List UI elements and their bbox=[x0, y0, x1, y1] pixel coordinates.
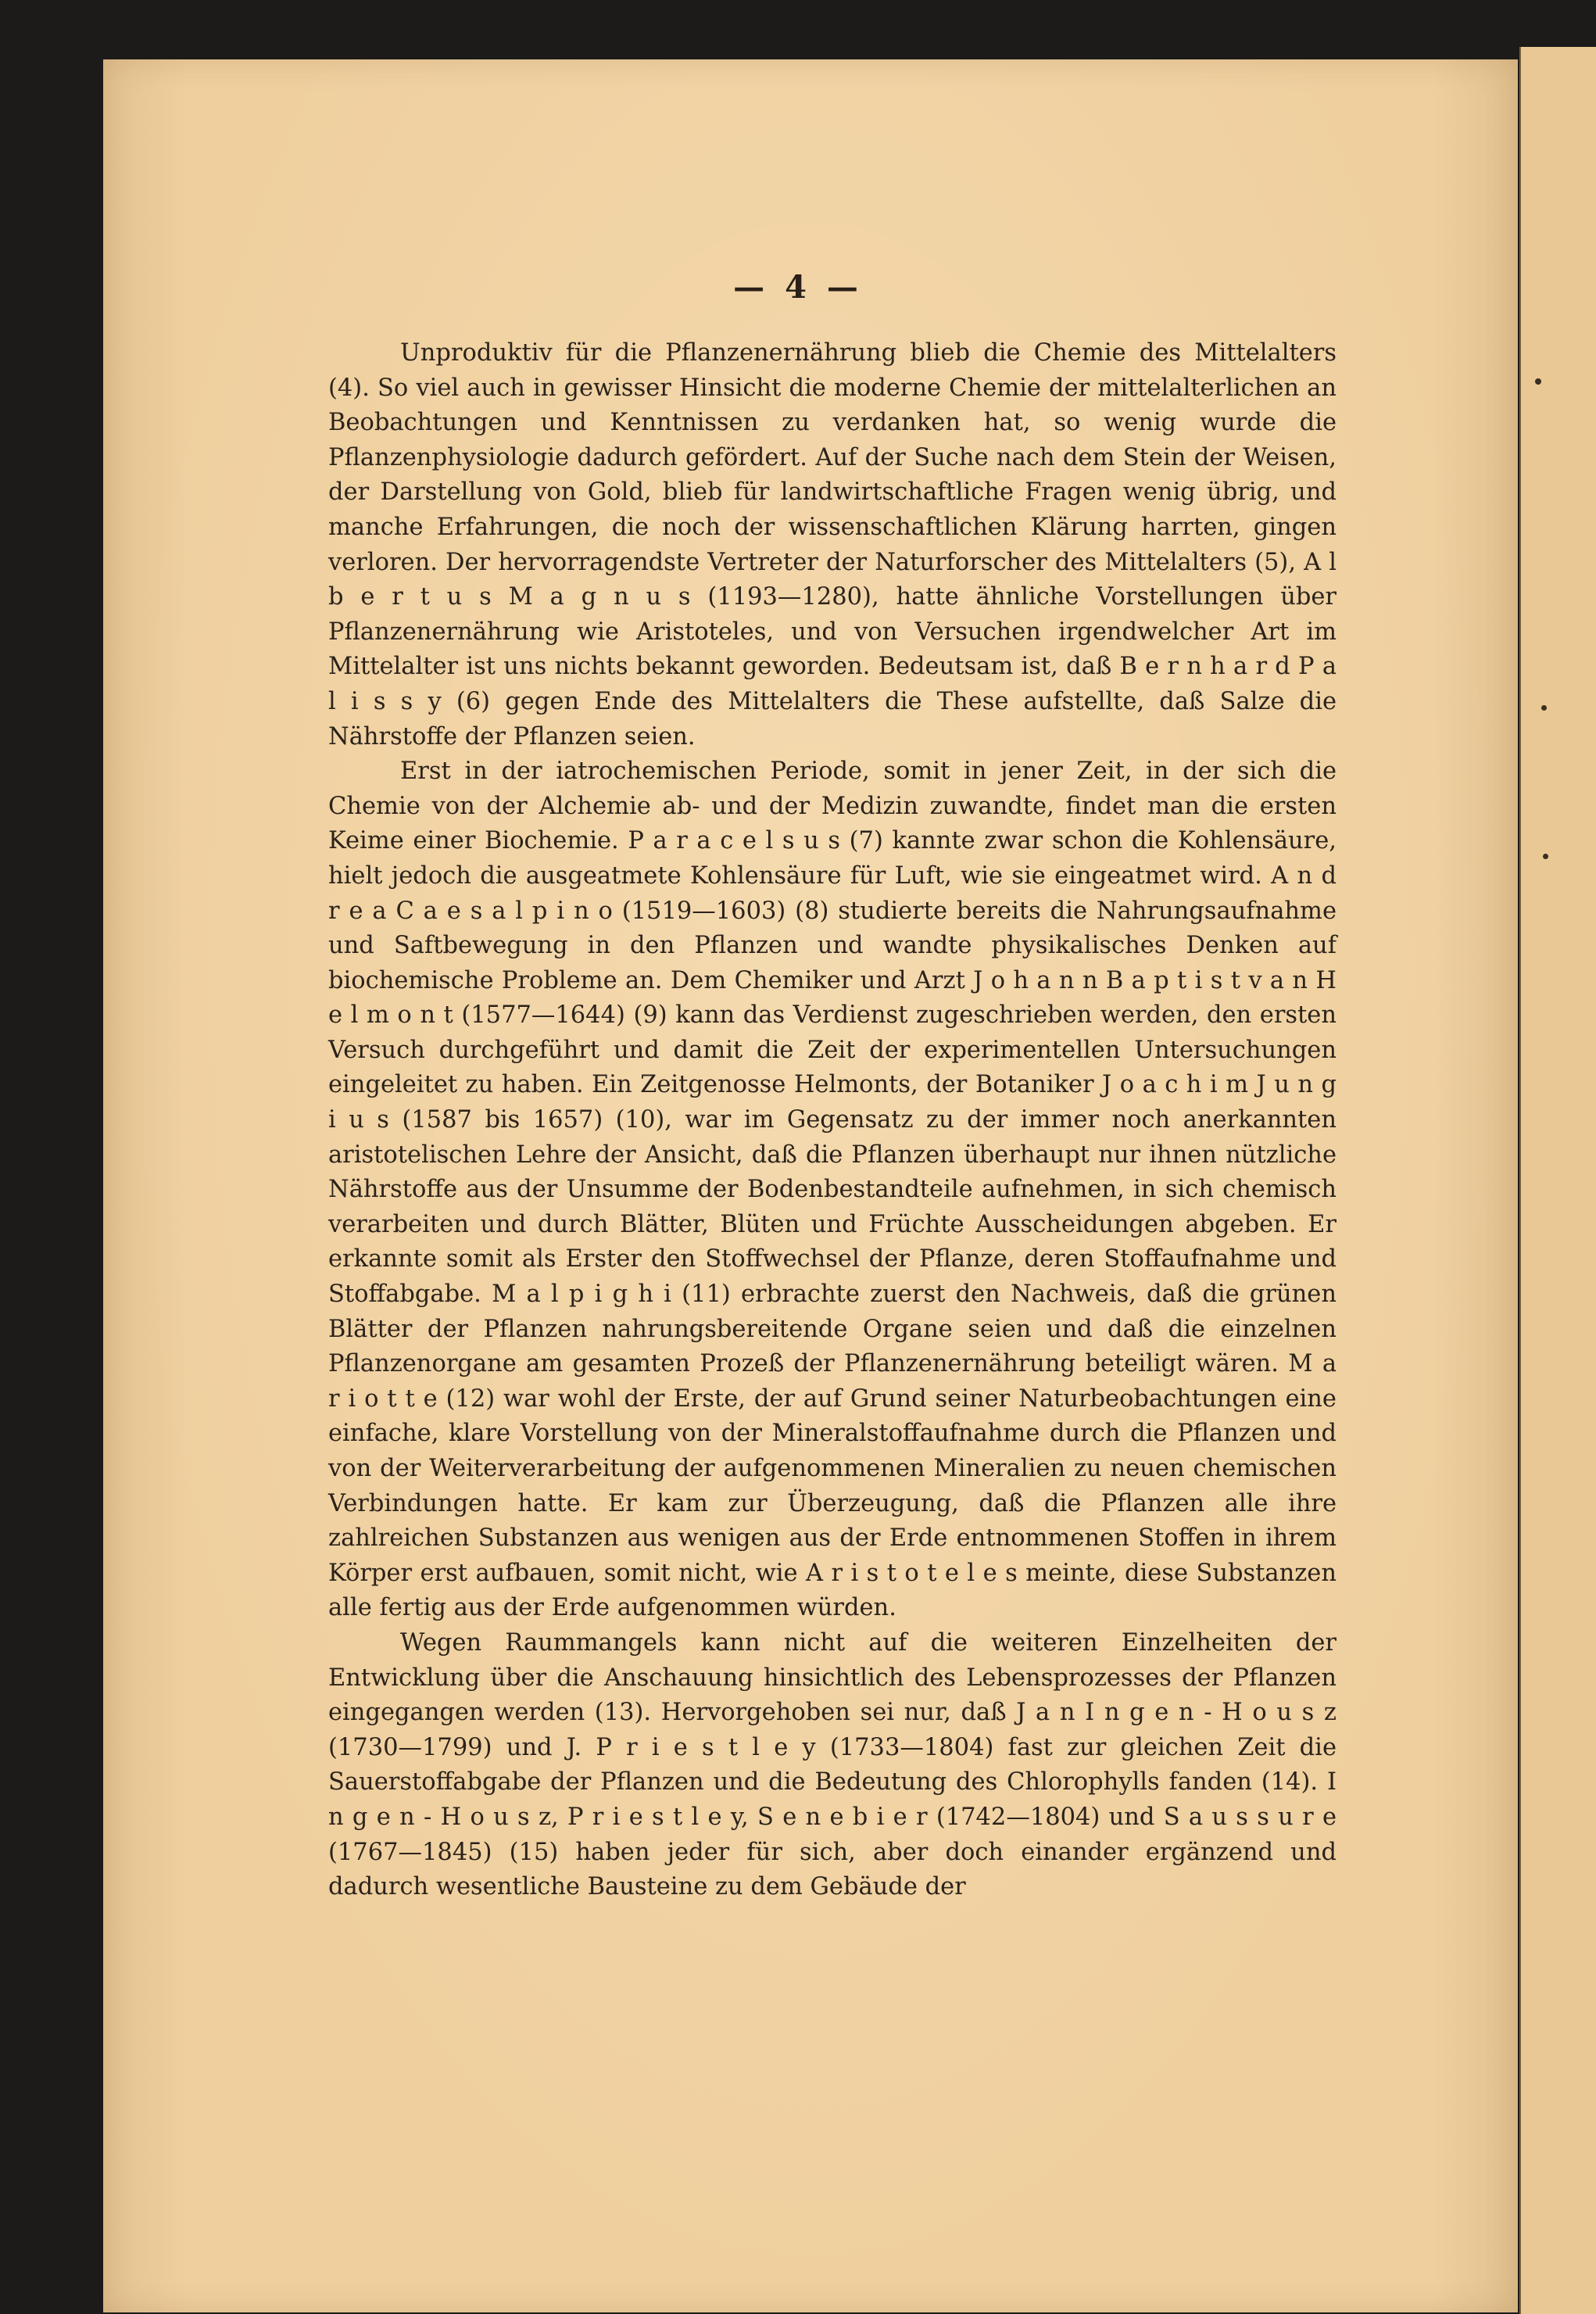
page-number: — 4 — bbox=[733, 269, 863, 306]
paper-spot bbox=[1543, 854, 1548, 859]
body-text bbox=[328, 336, 1337, 1905]
paragraph: Wegen Raummangels kann nicht auf die weiteren Einzelheiten der Entwicklung über die Anschauung hinsichtlich des Lebensprozesses der Pflanzen eingegangen werden (13). Hervorgehoben sei nur, daß J a n I n g e n - H o u s z (1730—1799) und J. P r i e s t l e y (1733—1804) fast zur gleichen Zeit die Sauerstoffabgabe der Pflanzen und die Bedeutung des Chlorophylls fanden (14). I n g e n - H o u s z, P r i e s t l e y, S e n e b i e r (1742—1804) und S a u s s u r e (1767—1845) (15) haben jeder für sich, aber doch einander ergänzend und dadurch wesentliche Bausteine zu dem Gebäude der bbox=[328, 1628, 1337, 1901]
adjacent-page-edge bbox=[1519, 47, 1596, 2314]
paragraph: Unproduktiv für die Pflanzenernährung blieb die Chemie des Mittelalters (4). So viel auch in gewisser Hinsicht die moderne Chemie der mittelalterlichen an Beobachtungen und Kenntnissen zu verdanken hat, so wenig wurde die Pflanzenphysiologie dadurch gefördert. Auf der Suche nach dem Stein der Weisen, der Darstellung von Gold, blieb für landwirtschaftliche Fragen wenig übrig, und manche Erfahrungen, die noch der wissenschaftlichen Klärung harrten, gingen verloren. Der hervorragendste Vertreter der Naturforscher des Mittelalters (5), A l b e r t u s M a g n u s (1193—1280), hatte ähnliche Vorstellungen über Pflanzenernährung wie Aristoteles, und von Versuchen irgendwelcher Art im Mittelalter ist uns nichts bekannt geworden. Bedeutsam ist, daß B e r n h a r d P a l i s s y (6) gegen Ende des Mittelalters die These aufstellte, daß Salze die Nährstoffe der Pflanzen seien. bbox=[328, 339, 1337, 750]
paragraph: Erst in der iatrochemischen Periode, somit in jener Zeit, in der sich die Chemie von der Alchemie ab- und der Medizin zuwandte, findet man die ersten Keime einer Biochemie. P a r a c e l s u s (7) kannte zwar schon die Kohlensäure, hielt jedoch die ausgeatmete Kohlensäure für Luft, wie sie eingeatmet wird. A n d r e a C a e s a l p i n o (1519—1603) (8) studierte bereits die Nahrungsaufnahme und Saftbewegung in den Pflanzen und wandte physikalisches Denken auf biochemische Probleme an. Dem Chemiker und Arzt J o h a n n B a p t i s t v a n H e l m o n t (1577—1644) (9) kann das Verdienst zugeschrieben werden, den ersten Versuch durchgeführt und damit die Zeit der experimentellen Untersuchungen eingeleitet zu haben. Ein Zeitgenosse Helmonts, der Botaniker J o a c h i m J u n g i u s (1587 bis 1657) (10), war im Gegensatz zu der immer noch anerkannten aristotelischen Lehre der Ansicht, daß die Pflanzen überhaupt nur ihnen nützliche Nährstoffe aus der Unsumme der Bodenbestandteile aufnehmen, in sich chemisch verarbeiten und durch Blätter, Blüten und Früchte Ausscheidungen abgeben. Er erkannte somit als Erster den Stoffwechsel der Pflanze, deren Stoffaufnahme und Stoffabgabe. M a l p i g h i (11) erbrachte zuerst den Nachweis, daß die grünen Blätter der Pflanzen nahrungsbereitende Organe seien und daß die einzelnen Pflanzenorgane am gesamten Prozeß der Pflanzenernährung beteiligt wären. M a r i o t t e (12) war wohl der Erste, der auf Grund seiner Naturbeobachtungen eine einfache, klare Vorstellung von der Mineralstoffaufnahme durch die Pflanzen und von der Weiterverarbeitung der aufgenommenen Mineralien zu neuen chemischen Verbindungen hatte. Er kam zur Überzeugung, daß die Pflanzen alle ihre zahlreichen Substanzen aus wenigen aus der Erde entnommenen Stoffen in ihrem Körper erst aufbauen, somit nicht, wie A r i s t o t e l e s meinte, diese Substanzen alle fertig aus der Erde aufgenommen würden. bbox=[328, 758, 1337, 1622]
paper-spot bbox=[1535, 378, 1541, 385]
paper-spot bbox=[1541, 705, 1547, 711]
